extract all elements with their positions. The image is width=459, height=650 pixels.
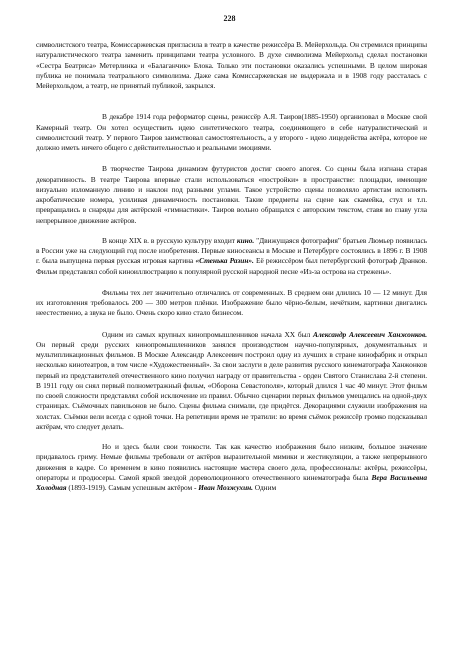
paragraph-cinema-origins [36,236,427,277]
khanzhonkov-intro-text: Одним из самых крупных кинопромышленников начала XX был [102,329,313,339]
name-vera-kholodnaya: Вера Васильевна Холодная [36,472,428,492]
film-title-stenka-razin: «Стенька Разин». [195,256,254,266]
cinema-intro-text: В конце XIX в. в русскую культуру входит [102,235,237,245]
silent-film-text-2: (1893-1919). Самым успешным актёром - [66,483,199,492]
body-text [36,40,427,493]
paragraph-tairov-dynamism: В творчестве Таирова динамизм футуристов достиг своего апогея. Со сцены была изгнана старая декоративность. В театре Таирова впервые стали использоваться «постройки» в пространстве: площадки, имеющие визуально изломанную линию и наклон под разными углами. Такое устройство сцены позволяло артистам исполнять акробатические номера, усиливая динамичность постановки. Такие предметы на сцене как скамейка, стул и т.п. превращались в снаряды для актёрской «гимнастики». Таиров вольно обращался с авторским текстом, ставя во главу угла непрерывное движение актёров. [36,164,427,225]
silent-film-text: Но и здесь были свои тонкости. Так как качество изображения было низким, большое значение придавалось гриму. Немые фильмы требовали от актёров выразительной мимики и жестикуляции, а также непрерывного движения в кадре. Со временем в кино появились настоящие мастера своего дела, профессионалы: актёры, режиссёры, операторы и продюсеры. Самой яркой звездой дореволюционного отечественного кинематографа была [36,442,427,482]
paragraph-tairov-chamber-theatre: В декабре 1914 года реформатор сцены, режиссёр А.Я. Таиров(1885-1950) организовал в Москве свой Камерный театр. Он хотел осуществить идею синтетического театра, соединяющего в себе натуралистический и символистский театр. У первого Таиров заимствовал самостоятельность, а у второго - идею лицедейства актёра, которое не должно иметь ничего общего с действительностью и реальными эмоциями. [36,112,427,152]
page-number: 228 [223,14,236,23]
paragraph-silent-film-acting [36,442,427,493]
paragraph-symbolist-theatre: символистского театра, Комиссаржевская пригласила в театр в качестве режиссёра В. Мейерхольда. Он стремился принципы натуралистического театра заменить принципами театра условного. В духе символизма Мейерхольд сделал постановки «Сестра Беатриса» Метерлинка и «Балаганчик» Блока. Только эти постановки оказались успешными. В целом широкая публика не понимала театрального символизма. Даже сама Комиссаржевская не выдержала и в 1908 году рассталась с Мейерхольдом, а театр, не принятый публикой, закрылся. [36,40,427,90]
khanzhonkov-body-text: Он первый среди русских кинопромышленников занялся производством научно-популярных, документальных и мультипликационных фильмов. В Москве Александр Алексеевич построил одну из лучших в стране кинофабрик и открыл несколько кинотеатров, в том числе «Художественный». За свои заслуги в деле развития русского кинематографа Ханжонков первый из представителей отечественного кино получил награду от правительства - орден Святого Станислава 2-й степени. В 1911 году он снял первый полнометражный фильм, «Оборона Севастополя», который длился 1 час 40 минут. Этот фильм по своей сложности представлял собой исключение из правил. Обычно сценарии первых фильмов умещались на одной-двух страницах. Съёмочных павильонов не было. Сцены фильма снимали, где придётся. Декорациями служили изображения на холстах. Съёмки вели всегда с одной точки. На репетиции время не тратили: во время съёмок режиссёр громко подсказывал актёрам, что следует делать. [36,339,427,431]
name-ivan-mozzhukhin: Иван Мозжухин. [198,483,253,492]
cinema-history-text: "Движущаяся фотография" братьев Люмьер появилась в России уже на следующий год после изобретения. Первые киносеансы в Москве и Петербурге состоялись в 1896 г. В 1908 г. была выпущена первая русская игровая картина [36,235,427,266]
name-khanzhonkov: Александр Алексеевич Ханжонков. [312,329,427,339]
silent-film-text-3: Одним [252,483,277,492]
cinema-film-description: Её режиссёром был петербургский фотограф Дранков. Фильм представлял собой киноиллюстрацию к популярной русской народной песне «Из-за острова на стрежень». [36,256,428,276]
cinema-emphasis: кино. [236,235,255,245]
paragraph-early-films: Фильмы тех лет значительно отличались от современных. В среднем они длились 10 — 12 минут. Для их изготовления требовалось 200 — 300 метров плёнки. Изображение было чёрно-белым, нечётким, картинки двигались неестественно, а звука не было. Очень скоро кино стало бизнесом. [36,287,427,318]
paragraph-khanzhonkov [36,330,427,433]
